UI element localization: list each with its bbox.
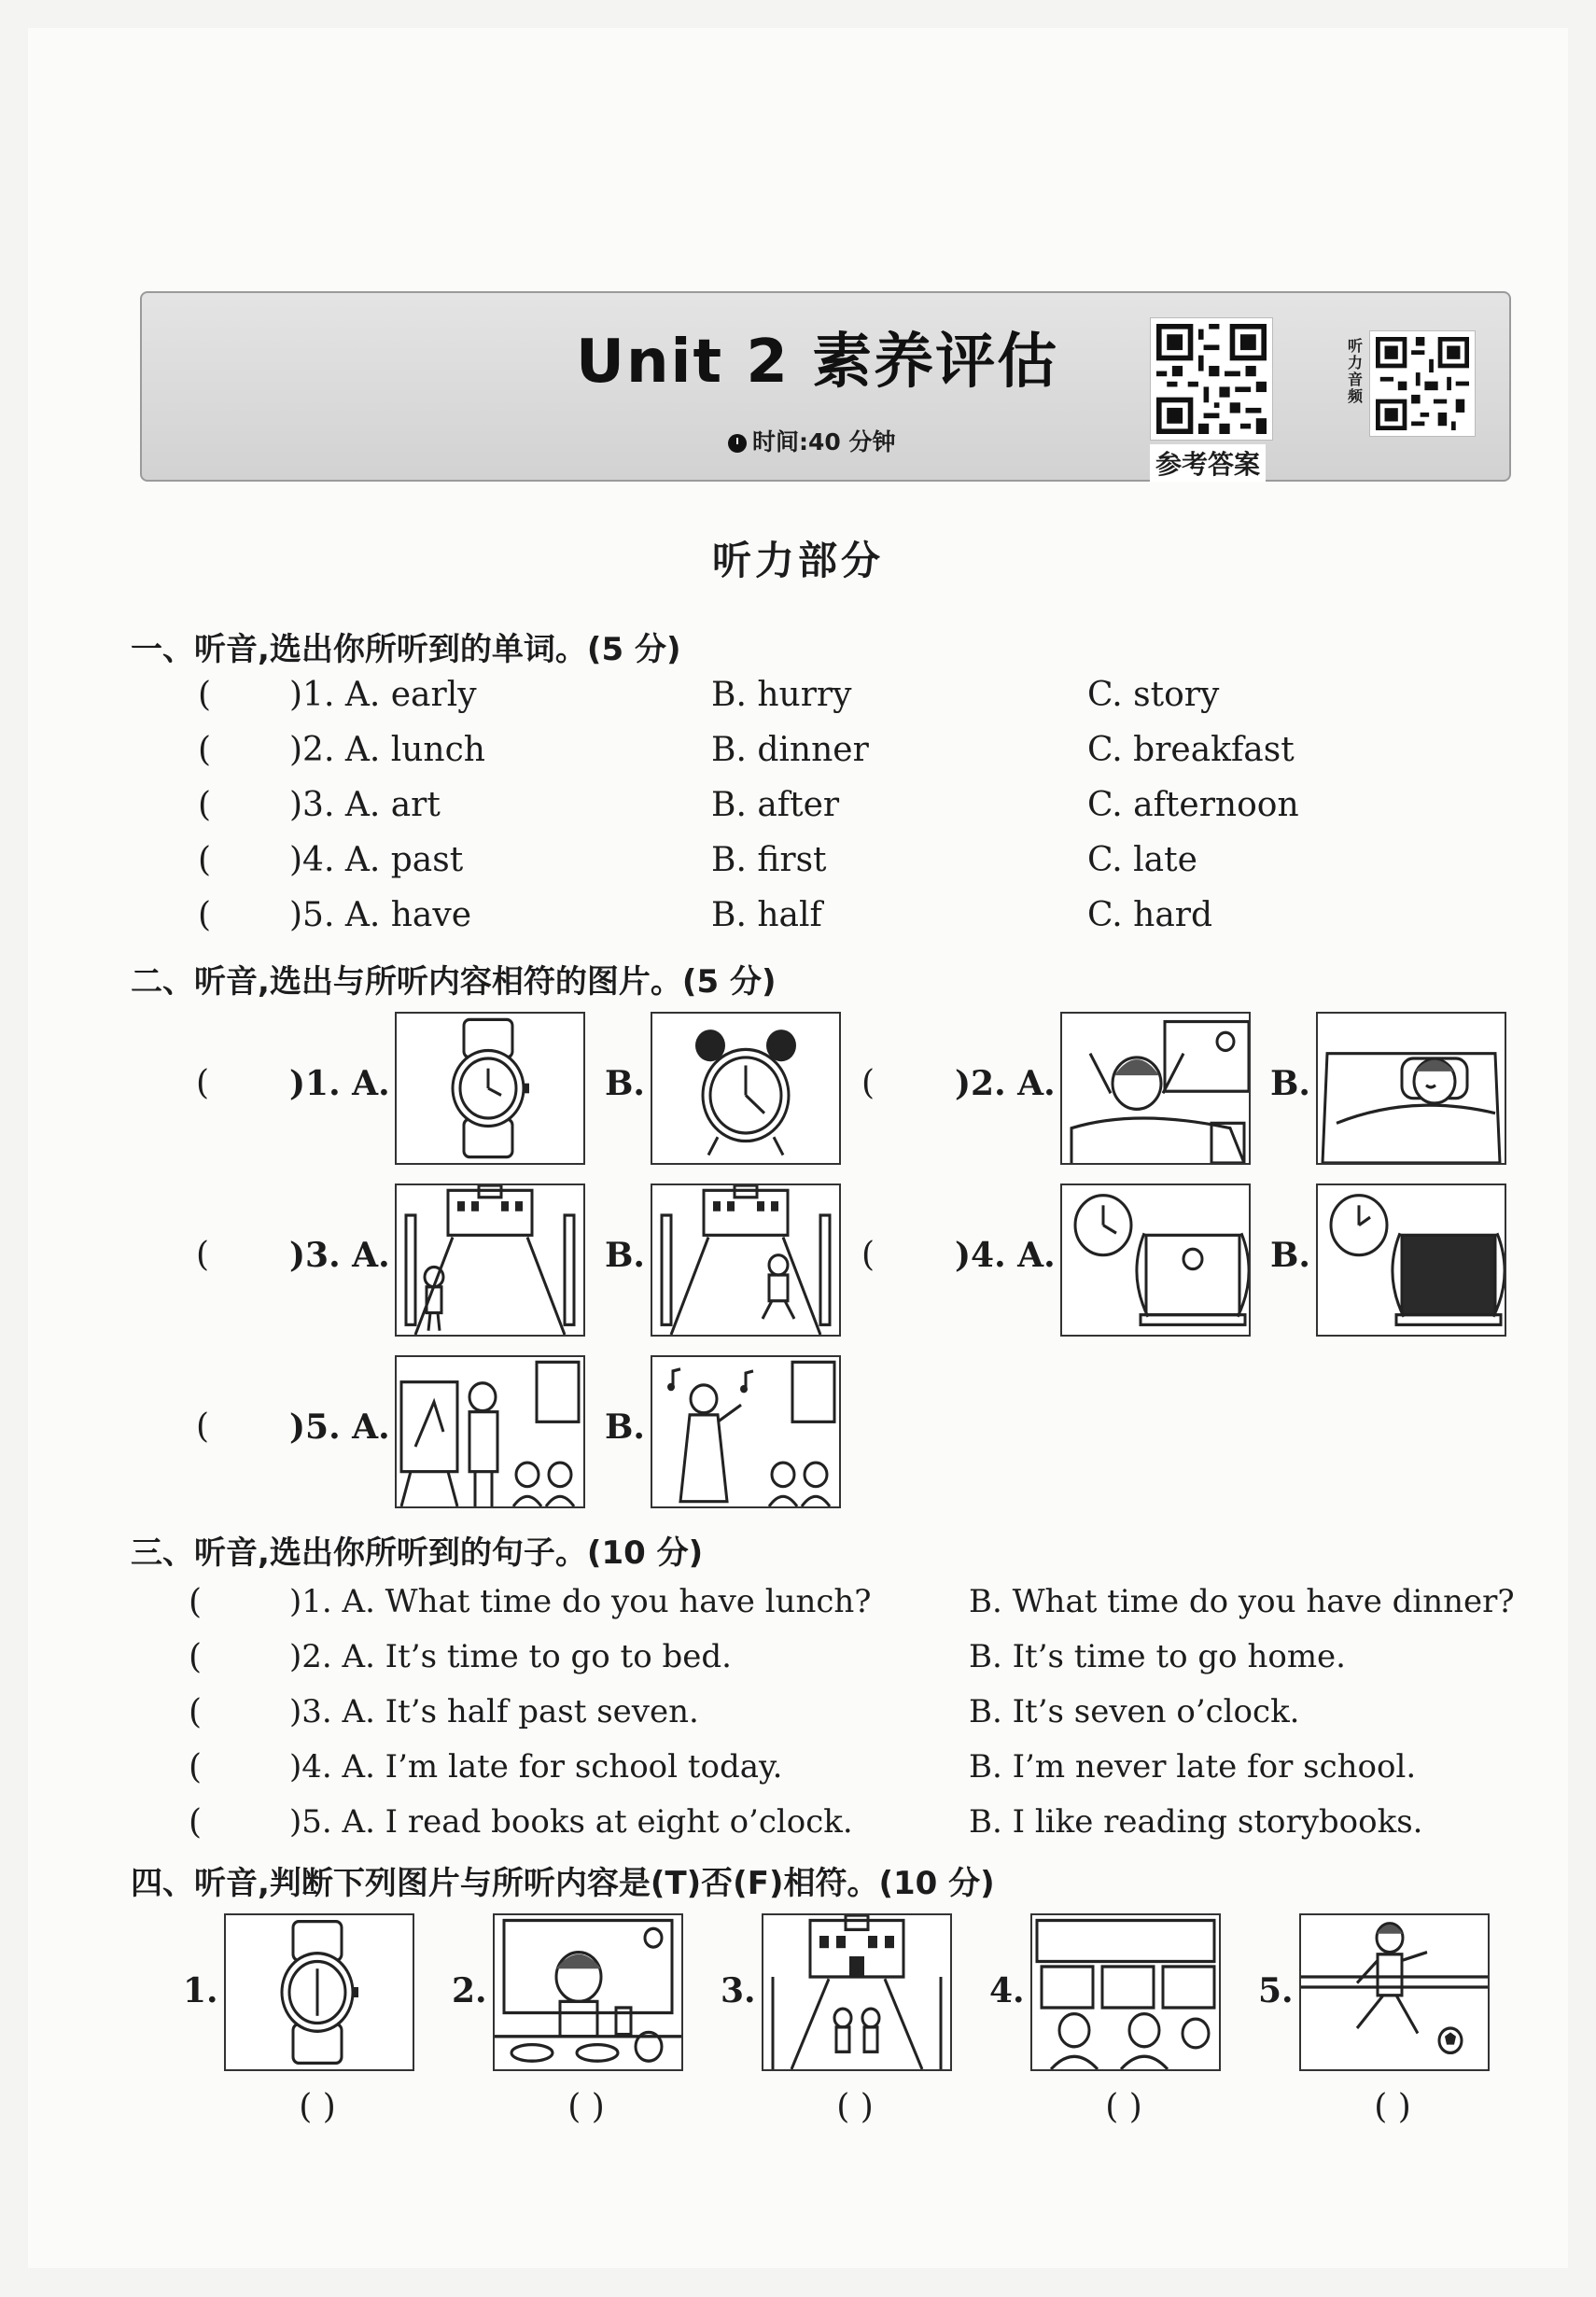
clock-day-window-icon (1062, 1185, 1249, 1335)
answer-paren: ( ) (567, 2088, 605, 2126)
answer-qr-label: 参考答案 (1150, 444, 1266, 482)
time-limit (728, 424, 896, 457)
option-b: B. I like reading storybooks. (969, 1803, 1423, 1841)
picture-clock-night-window[interactable] (1316, 1184, 1506, 1337)
option-b: B. What time do you have dinner? (969, 1583, 1515, 1620)
option-b: B. It’s seven o’clock. (969, 1693, 1300, 1730)
answer-paren-left: ( (198, 731, 212, 769)
alarm-clock-icon (652, 1014, 839, 1163)
option-c: C. story (1087, 676, 1220, 714)
picture-boy-breakfast[interactable] (493, 1913, 683, 2071)
option-a: )4. A. past (289, 841, 464, 879)
question-number: 3. (721, 1971, 756, 2010)
question-number: 4. (989, 1971, 1025, 2010)
option-a: )1. A. early (289, 676, 477, 714)
art-class-icon (397, 1357, 583, 1506)
option-a: )2. A. lunch (289, 731, 485, 769)
answer-qr-code[interactable] (1150, 317, 1273, 441)
answer-paren-left: ( (861, 1236, 875, 1274)
answer-paren-left: ( (189, 1748, 203, 1786)
answer-paren-left: ( (196, 1408, 210, 1446)
picture-alarm-clock[interactable] (651, 1012, 841, 1165)
option-a: )2. A. It’s time to go to bed. (289, 1638, 732, 1675)
answer-paren-left: ( (198, 841, 212, 879)
audio-qr-code[interactable] (1369, 330, 1476, 437)
answer-paren-left: ( (189, 1638, 203, 1676)
question-number: )1. A. (289, 1064, 390, 1103)
option-b: B. half (711, 896, 822, 934)
option-a: )3. A. It’s half past seven. (289, 1693, 699, 1730)
option-c: C. afternoon (1087, 786, 1299, 824)
option-b: B. dinner (711, 731, 869, 769)
option-a: )3. A. art (289, 786, 441, 824)
kids-at-school-icon (763, 1915, 950, 2069)
section-title: 听力部分 (711, 538, 884, 583)
answer-paren-left: ( (196, 1236, 210, 1274)
boy-waking-up-icon (1062, 1014, 1249, 1163)
option-b-label: B. (1270, 1236, 1310, 1275)
question-number: 2. (452, 1971, 487, 2010)
boy-playing-football-icon (1301, 1915, 1488, 2069)
answer-paren-left: ( (189, 1693, 203, 1731)
option-b-label: B. (605, 1064, 645, 1103)
header-banner (140, 291, 1511, 482)
school-gate-running-icon (652, 1185, 839, 1335)
option-b: B. after (711, 786, 840, 824)
wristwatch-six-icon (226, 1915, 413, 2069)
time-limit-text: 时间:40 分钟 (752, 428, 896, 455)
music-class-icon (652, 1357, 839, 1506)
answer-paren: ( ) (836, 2088, 874, 2126)
wristwatch-icon (397, 1014, 583, 1163)
option-b: B. first (711, 841, 827, 879)
picture-wristwatch[interactable] (395, 1012, 585, 1165)
option-c: C. breakfast (1087, 731, 1295, 769)
part2-heading: 二、听音,选出与所听内容相符的图片。(5 分) (131, 963, 777, 1001)
question-number: 5. (1258, 1971, 1294, 2010)
question-number: )5. A. (289, 1408, 390, 1447)
option-b: B. hurry (711, 676, 852, 714)
part3-heading: 三、听音,选出你所听到的句子。(10 分) (131, 1534, 704, 1572)
option-b-label: B. (1270, 1064, 1310, 1103)
picture-art-class[interactable] (395, 1355, 585, 1508)
picture-music-class[interactable] (651, 1355, 841, 1508)
answer-paren: ( ) (1105, 2088, 1142, 2126)
answer-paren-left: ( (198, 676, 212, 714)
option-b: B. I’m never late for school. (969, 1748, 1417, 1786)
picture-wristwatch-six[interactable] (224, 1913, 414, 2071)
clock-icon (728, 434, 747, 453)
answer-paren-left: ( (198, 896, 212, 934)
school-gate-walking-icon (397, 1185, 583, 1335)
picture-school-gate-walking[interactable] (395, 1184, 585, 1337)
option-c: C. hard (1087, 896, 1213, 934)
answer-paren-left: ( (198, 786, 212, 824)
answer-paren-left: ( (189, 1583, 203, 1621)
option-a: )1. A. What time do you have lunch? (289, 1583, 872, 1620)
option-a: )5. A. I read books at eight o’clock. (289, 1803, 853, 1841)
boy-breakfast-icon (495, 1915, 681, 2069)
picture-boy-playing-football[interactable] (1299, 1913, 1490, 2071)
option-a: )4. A. I’m late for school today. (289, 1748, 783, 1786)
option-b-label: B. (605, 1408, 645, 1447)
page-title: Unit 2 素养评估 (576, 328, 1059, 397)
picture-clock-day-window[interactable] (1060, 1184, 1251, 1337)
qr-code-icon (1156, 324, 1267, 434)
option-c: C. late (1087, 841, 1197, 879)
question-number: )4. A. (955, 1236, 1056, 1275)
part1-heading: 一、听音,选出你所听到的单词。(5 分) (131, 631, 681, 668)
answer-paren-left: ( (189, 1803, 203, 1842)
question-number: )2. A. (955, 1064, 1056, 1103)
picture-computer-class[interactable] (1030, 1913, 1221, 2071)
picture-kids-at-school[interactable] (762, 1913, 952, 2071)
clock-night-window-icon (1318, 1185, 1505, 1335)
answer-paren-left: ( (861, 1064, 875, 1102)
picture-school-gate-running[interactable] (651, 1184, 841, 1337)
picture-boy-waking-up[interactable] (1060, 1012, 1251, 1165)
picture-boy-sleeping[interactable] (1316, 1012, 1506, 1165)
answer-paren: ( ) (299, 2088, 336, 2126)
boy-sleeping-icon (1318, 1014, 1505, 1163)
option-b-label: B. (605, 1236, 645, 1275)
qr-code-icon (1376, 337, 1469, 430)
answer-paren-left: ( (196, 1064, 210, 1102)
question-number: 1. (183, 1971, 218, 2010)
answer-paren: ( ) (1374, 2088, 1411, 2126)
part4-heading: 四、听音,判断下列图片与所听内容是(T)否(F)相符。(10 分) (131, 1865, 995, 1902)
audio-qr-label: 听力音频 (1348, 337, 1364, 405)
computer-class-icon (1032, 1915, 1219, 2069)
question-number: )3. A. (289, 1236, 390, 1275)
option-b: B. It’s time to go home. (969, 1638, 1346, 1675)
option-a: )5. A. have (289, 896, 472, 934)
